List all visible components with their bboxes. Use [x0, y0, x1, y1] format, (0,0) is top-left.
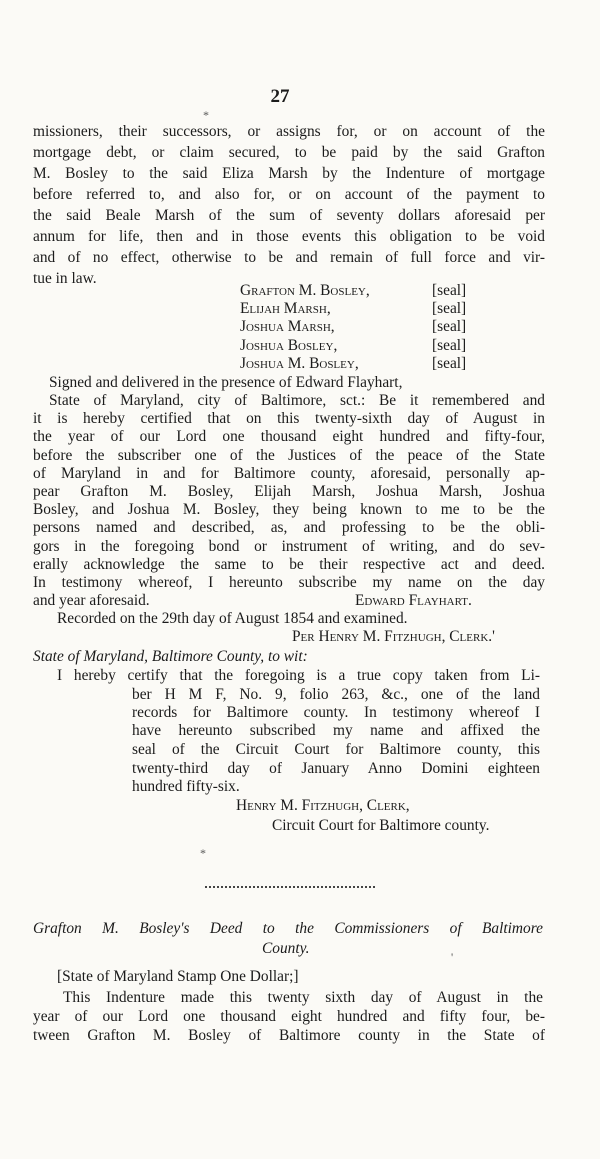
text-line: it is hereby certified that on this twenty-sixth day of August in	[33, 410, 545, 427]
page-number: 27	[270, 86, 290, 107]
text-line: before referred to, and also for, or on account of the payment to	[33, 186, 545, 203]
text-line: persons named and described, as, and professing to be the obli-	[33, 519, 545, 536]
text-line: the said Beale Marsh of the sum of seventy dollars aforesaid per	[33, 207, 545, 224]
text-line: tween Grafton M. Bosley of Baltimore county in the State of	[33, 1027, 545, 1044]
text-line: This Indenture made this twenty sixth day of August in the	[63, 989, 543, 1006]
text-line: the year of our Lord one thousand eight hundred and fifty-four,	[33, 428, 545, 445]
text-line: seal of the Circuit Court for Baltimore county, this	[132, 741, 540, 758]
text-line: pear Grafton M. Bosley, Elijah Marsh, Joshua Marsh, Joshua	[33, 483, 545, 500]
section-divider	[205, 886, 375, 888]
seal-mark: [seal]	[432, 282, 467, 299]
printer-mark: *	[200, 846, 206, 860]
stamp-note: [State of Maryland Stamp One Dollar;]	[57, 968, 299, 985]
court-line: Circuit Court for Baltimore county.	[272, 817, 490, 834]
seal-mark: [seal]	[432, 337, 467, 354]
printer-mark: *	[203, 108, 209, 122]
text-line: I hereby certify that the foregoing is a true copy taken from Li-	[57, 667, 540, 684]
witness-line: Signed and delivered in the presence of Edward Flayhart,	[49, 374, 403, 391]
clerk-signature: Henry M. Fitzhugh, Clerk,	[236, 797, 410, 814]
justice-signature: Edward Flayhart.	[355, 592, 472, 609]
deed-title-continued: County.	[262, 940, 310, 957]
clerk-line: Per Henry M. Fitzhugh, Clerk.'	[292, 628, 495, 645]
signatory-name: Elijah Marsh,	[240, 300, 331, 317]
signatory-name: Grafton M. Bosley,	[240, 282, 370, 299]
text-line: twenty-third day of January Anno Domini eighteen	[132, 760, 540, 777]
seal-mark: [seal]	[432, 318, 467, 335]
signatory-name: Joshua Marsh,	[240, 318, 335, 335]
text-line: year of our Lord one thousand eight hundred and fifty four, be-	[33, 1008, 545, 1025]
text-line: annum for life, then and in those events this obligation to be void	[33, 228, 545, 245]
seal-mark: [seal]	[432, 355, 467, 372]
text-line: missioners, their successors, or assigns for, or on account of the	[33, 123, 545, 140]
text-line: have hereunto subscribed my name and affixed the	[132, 722, 540, 739]
text-line: hundred fifty-six.	[132, 778, 240, 795]
text-line: M. Bosley to the said Eliza Marsh by the Indenture of mortgage	[33, 165, 545, 182]
text-line: mortgage debt, or claim secured, to be paid by the said Grafton	[33, 144, 545, 161]
text-line: State of Maryland, city of Baltimore, sct.: Be it remembered and	[49, 392, 545, 409]
text-line: In testimony whereof, I hereunto subscribe my name on the day	[33, 574, 545, 591]
text-line: erally acknowledge the same to be their respective act and deed.	[33, 556, 545, 573]
seal-mark: [seal]	[432, 300, 467, 317]
printer-mark: '	[451, 950, 454, 964]
text-line: and year aforesaid.	[33, 592, 150, 609]
state-heading: State of Maryland, Baltimore County, to wit:	[33, 648, 308, 665]
signatory-name: Joshua M. Bosley,	[240, 355, 359, 372]
text-line: of Maryland in and for Baltimore county, aforesaid, personally ap-	[33, 465, 545, 482]
deed-title: Grafton M. Bosley's Deed to the Commissioners of Baltimore	[33, 920, 543, 937]
recorded-line: Recorded on the 29th day of August 1854 and examined.	[57, 610, 408, 627]
text-line: Bosley, and Joshua M. Bosley, they being known to me to be the	[33, 501, 545, 518]
text-line: records for Baltimore county. In testimony whereof I	[132, 704, 540, 721]
text-line: before the subscriber one of the Justices of the peace of the State	[33, 447, 545, 464]
text-line: gors in the foregoing bond or instrument of writing, and do sev-	[33, 538, 545, 555]
text-line: tue in law.	[33, 270, 97, 287]
text-line: and of no effect, otherwise to be and remain of full force and vir-	[33, 249, 545, 266]
text-line: ber H M F, No. 9, folio 263, &c., one of the land	[132, 686, 540, 703]
signatory-name: Joshua Bosley,	[240, 337, 338, 354]
